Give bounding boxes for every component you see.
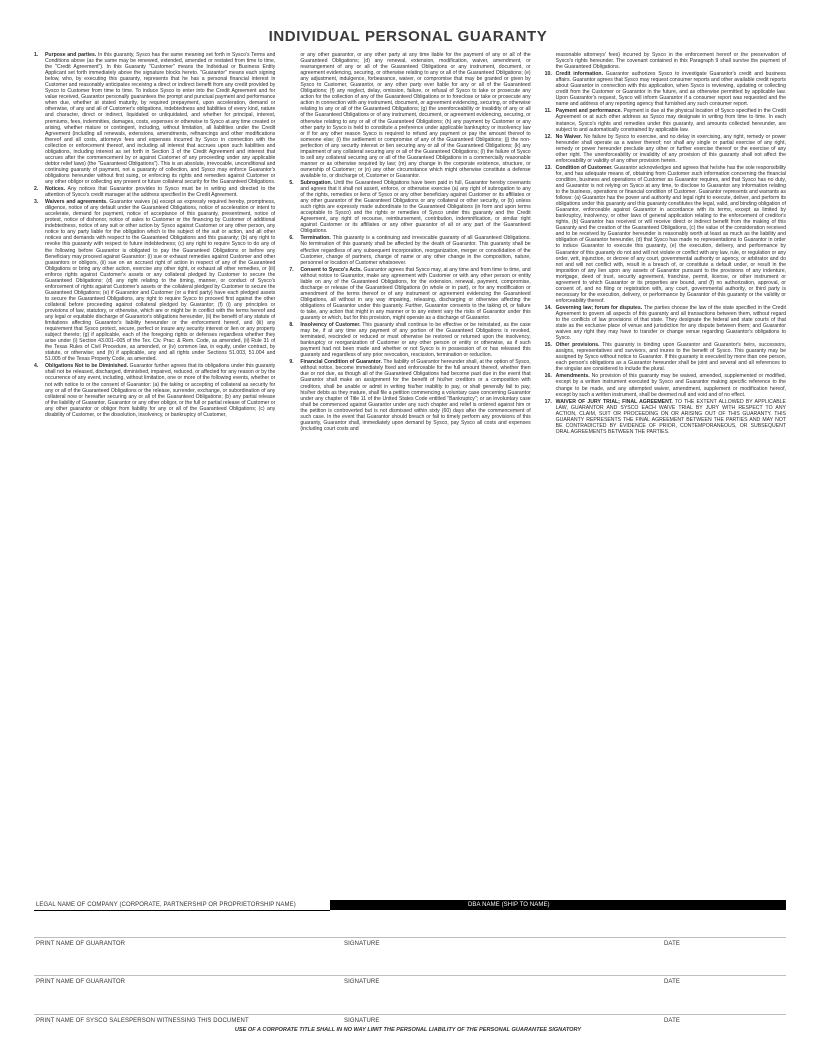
section-number: 16. <box>544 373 552 380</box>
section <box>289 359 530 432</box>
section-heading: Termination. <box>300 235 331 242</box>
section-heading: Other provisions. <box>555 342 600 349</box>
section-text: Payment is due at the physical location of Sysco specified in the Credit Agreement or at such other address as Sysco may designate in writing from time to time. In each instance, Sysco's rights and remedies under this guaranty, and amounts collected hereunder, are subject to and automatically constrained by applicable law. <box>555 108 786 133</box>
section-heading: Purpose and parties. <box>45 52 97 58</box>
section-text: Any notices that Guarantor provides to Sysco must be in writing and directed to the attention of Sysco's credit manager at the address specified in the Credit Agreement. <box>45 186 276 199</box>
section-text: In this guaranty, Sysco has the same meaning set forth in Sysco's Terms and Conditions above (as the same may be renewed, extended, amended or restated from time to time, the "Credit Agreement"). In this Guaranty "Customer" means the Individual or Business Entity Applicant set forth immediately above the signature blocks hereto. "Guarantor" means each signing below, who, by executing this guaranty, represents that he has a personal financial interest in Customer and reasonably anticipates receiving a direct or indirect benefit from any credit provided by Sysco to Customer from time to time. To induce Sysco to enter into the Credit Agreement and for value received, Guarantor personally guarantees the prompt and punctual payment and performance when due, whether at stated maturity, by required prepayment, upon acceleration, demand or otherwise, of any and all of Customer's obligations, indebtedness and liabilities of every kind, nature and character, direct or indirect, liquidated or unliquidated, and whether for principal, interest, premiums, fees, indemnities, damages, costs, expenses or otherwise to Sysco at any time created or arising, whether mature or contingent, including, without limitation, all liabilities under the Credit Agreement (including all renewals, extensions, amendments, refinancings and other modifications thereof and all costs, attorneys fees and expenses incurred by Sysco in connection with the collection or enforcement thereof, and including all interest that accrues upon such liabilities and obligations, including interest as set forth in Section 3 of the Credit Agreement and interest that accrues after the commencement by or against Customer of any proceeding under any applicable debtor relief laws) (the "Guaranteed Obligations"). This is an absolute, irrevocable, unconditional and continuing guaranty of payment, not a guaranty of collection, and Sysco may enforce Guarantor's obligations hereunder without first suing, or enforcing its rights and remedies against Customer or any other obligor or collecting any present or future collateral security for the Guaranteed Obligations. <box>45 52 276 185</box>
section-text: No failure by Sysco to exercise, and no delay in exercising, any right, remedy or power hereunder shall operate as a waiver thereof; nor shall any single or partial exercise of any right, remedy or power hereunder preclude any other or further exercise thereof or the exercise of any other right. The unenforceability or invalidity of any provision of this guaranty shall not affect the enforceability or validity of any other provision herein. <box>555 133 786 164</box>
section-body <box>556 52 786 70</box>
salesperson-signature-label: SIGNATURE <box>344 1018 380 1024</box>
section-text: The parties choose the law of the state specified in the Credit Agreement to govern all aspects of this guaranty and all transactions between them, without regard to the conflicts of law provisions of that state. They designate the federal and state courts of that state as the exclusive place of venue and jurisdiction for any dispute between them; and Guarantor waives any right they may have to transfer or change venue regarding Guarantor's obligations to Sysco. <box>555 304 786 342</box>
section-text: No provision of this guaranty may be waived, amended, supplemented or modified, except by a written instrument executed by Sysco and Guarantor making specific reference to the change to be made, and any attempted waiver, amendment, supplement or modification hereof, except by such a written instrument, shall be deemed null and void and of no effect. <box>555 373 786 398</box>
guarantor-2-signature-line[interactable] <box>34 975 786 976</box>
terms-columns <box>34 52 786 858</box>
section-text: Guarantor acknowledges and agrees that he/she has the sole responsibility for, and has adequate means of, obtaining from Customer such information concerning the financial condition, business and operations of Customer as Guarantor requires, and that Sysco has no duty, and Guarantor is not relying on Sysco at any time, to disclose to Guarantor any information relating to the business, operations or financial condition of Customer. Guarantor represents and warrants as follows: (a) Guarantor has the power and authority and legal right to execute, deliver, and perform its obligations under this guaranty and this guaranty constitutes the legal, valid, and binding obligation of Guarantor, enforceable against Guarantor in accordance with its terms, except as limited by bankruptcy, insolvency, or other laws of general application relating to the enforcement of creditor's rights, (b) Guarantor has received or will receive direct or indirect benefit from the making of this Guaranty and the creation of the Guaranteed Obligations, (c) the value of the consideration received and to be received by Guarantor hereunder is reasonably worth at least as much as the liability and obligation of Guarantor hereunder, (d) that Sysco has made no representations to Guarantor in order to induce Guarantor to execute this guaranty, (e) the execution, delivery, and performance by Guarantor of this guaranty do not and will not violate or conflict with any law, rule, or regulation or any order, writ, injunction, or decree of any court, governmental authority or agency, or arbitrator and do not and will not conflict with, result in a breach of, or constitute a default under, or result in the imposition of any lien upon any assets of Guarantor pursuant to the provisions of any indenture, mortgage, deed of trust, security agreement, franchise, permit, license, or other instrument or agreement to which Guarantor or its properties are bound, and (f) no authorization, approval, or consent of, and no filing or registration with, any court, governmental authority, or third party is necessary for the execution, delivery, or performance by Guarantor of this guaranty or the validity or enforceability thereof. <box>555 164 786 304</box>
guarantor-2-signature-label: SIGNATURE <box>344 979 380 985</box>
salesperson-date-label: DATE <box>664 1018 680 1024</box>
section-heading: Obligations Not to be Diminished. <box>45 363 129 370</box>
guarantor-1-signature-line[interactable] <box>34 937 786 938</box>
section <box>545 134 786 164</box>
section-text: Guarantor authorizes Sysco to investigate Guarantor's credit and business affairs. Guarantor agrees that Sysco may request consumer reports and other available credit reports about Guarantor in connection with this application, when Sysco is reviewing, updating or collecting credit from the Customer or Guarantor in the future, and as otherwise permitted by applicable law. Upon Guarantor's request, Sysco will inform Guarantor if a consumer report was requested and the name and address of any reporting agency that furnished any such consumer report. <box>555 71 786 108</box>
section-number: 13. <box>544 164 552 171</box>
section-number: 17. <box>544 398 552 405</box>
section-heading: No Waiver. <box>555 133 583 140</box>
section <box>545 165 786 304</box>
section-body <box>300 322 530 358</box>
section <box>545 71 786 107</box>
section <box>34 52 275 185</box>
section-body <box>300 52 530 179</box>
terms-column-3 <box>545 52 786 858</box>
section-text: Guarantor agrees that Sysco may, at any time and from time to time, and without notice to Guarantor, make any agreement with Customer or with any other person or entity liable on any of the Guaranteed Obligations, for the extension, renewal, payment, compromise, discharge or release of the Guaranteed Obligations (in whole or in part), or for any modification or amendment of the terms thereof or of any instrument or agreement evidencing the Guaranteed Obligations, all without in any way impairing, releasing, discharging or otherwise affecting the obligations of Guarantor under this guaranty. Further, Guarantor consents to the taking of, or failure to take, any action that might in any manner or to any extent vary the risks of Guarantor under this guaranty or which, but for this provision, might operate as a discharge of Guarantor. <box>300 266 531 322</box>
section-text: The liability of Guarantor hereunder shall, at the option of Sysco, without notice, become immediately fixed and enforceable for the full amount thereof, whether then due or not due, as though all of the Guaranteed Obligations had become past due in the event that Guarantor shall make an assignment for the benefit of his/her creditors or a composition with creditors, shall be unable or admit in writing his/her inability to pay, or shall generally fail to pay, his/her debts as they mature, shall file a petition commencing a voluntary case concerning Guarantor under any chapter of Title 11 of the United States Code entitled "Bankruptcy"; or an involuntary case shall be commenced against Guarantor under any such chapter and relief is ordered against him or the petition is controverted but is not dismissed within sixty (60) days after the commencement of such case. In the event that Guarantor should breach or fail to timely perform any provisions of this guaranty, Guarantor shall, immediately upon demand by Sysco, pay Sysco all costs and expenses (including court costs and <box>300 359 531 432</box>
section-number: 5. <box>289 179 294 186</box>
section-body <box>556 71 786 107</box>
section-heading: Waivers and agreements. <box>45 199 108 206</box>
section-number: 6. <box>289 235 294 242</box>
section-text: Guarantor waives (a) except as expressly required hereby, promptness, diligence, notice of any default under the Guaranteed Obligations, notice of acceleration or intent to accelerate, demand for payment, notice of acceptance of this guaranty, presentment, notice of protest, notice of dishonor, notice of sales to Customer or the financing by Customer of additional indebtedness, notice of any suit or other action by Sysco against Customer or any other person, any notice to any party liable for the obligation which is the subject of the suit or action, and all other notices and demands with respect to the Guaranteed Obligations and this guaranty; (b) any right to revoke this guaranty with respect to future indebtedness; (c) any right to require Sysco to do any of the following before Guarantor is obligated to pay the Guaranteed Obligations or before any Beneficiary may proceed against Guarantor: (i) sue or exhaust remedies against Customer and other guarantors or obligors, (ii) sue on an accrued right of action in respect of any of the Guaranteed Obligations or bring any other action, exercise any other right, or exhaust all other remedies, or (iii) enforce rights against Customer's assets or any collateral pledged by Customer to secure the Guaranteed Obligations; (d) any right relating to the timing, manner, or conduct of Sysco's enforcement of rights against Customer's assets or the collateral pledged by Customer to secure the Guaranteed Obligations; (e) if Guarantor and Customer (or a third party) have each pledged assets to secure the Guaranteed Obligations, any right to require Sysco to proceed first against the other collateral before proceeding against collateral pledged by Guarantor; (f) (i) any principles or provisions of law, statutory, or otherwise, which are or might be in conflict with the terms hereof and any legal or equitable discharge of Guarantor's obligations hereunder, (ii) the benefit of any statute of limitations affecting Guarantor's liability hereunder or the enforcement hereof, and (iii) any requirement that Sysco protect, secure, perfect or insure any security interest or lien or any property subject thereto; (g) if applicable, each of the foregoing rights or defenses regardless whether they arise under (i) Section 43.001–005 of the Tex. Civ. Prac. & Rem. Code, as amended, (ii) Rule 31 of the Texas Rules of Civil Procedure, as amended, or (iv) common law, in equity, under contract, by statute, or otherwise; and (h) if applicable, any and all rights under Sections 51.003, 51.004 and 51.005 of the Texas Property Code, as amended. <box>45 199 276 363</box>
section-body <box>45 363 275 417</box>
section <box>34 186 275 198</box>
document-title: INDIVIDUAL PERSONAL GUARANTY <box>268 28 548 45</box>
section <box>289 180 530 234</box>
section-body <box>556 399 786 435</box>
section-number: 1. <box>34 52 39 58</box>
section-number: 4. <box>34 363 39 370</box>
section <box>34 363 275 417</box>
section-body <box>556 342 786 372</box>
section-body <box>45 186 275 198</box>
section <box>545 108 786 132</box>
section <box>289 322 530 358</box>
salesperson-name-label: PRINT NAME OF SYSCO SALESPERSON WITNESSING THIS DOCUMENT <box>36 1018 249 1024</box>
section-heading: Payment and performance. <box>555 108 622 115</box>
section-heading: Subrogation. <box>300 179 333 186</box>
section-heading: Notices. <box>45 186 65 193</box>
section-body <box>556 305 786 341</box>
section-body <box>556 134 786 164</box>
guarantor-2-name-label: PRINT NAME OF GUARANTOR <box>36 979 126 985</box>
section-heading: Credit information. <box>555 71 603 78</box>
section <box>556 52 786 70</box>
section-text: TO THE EXTENT ALLOWED BY APPLICABLE LAW, GUARANTOR AND SYSCO EACH WAIVE TRIAL BY JURY WITH RESPECT TO ANY ACTION, CLAIM, SUIT OR PROCEEDING ON OR ARISING OUT OF THIS GUARANTY. THIS GUARANTY REPRESENTS THE FINAL AGREEMENT BETWEEN THE PARTIES AND MAY NOT BE CONTRADICTED BY EVIDENCE OF PRIOR, CONTEMPORANEOUS, OR SUBSEQUENT ORAL AGREEMENTS BETWEEN THE PARTIES. <box>555 398 786 435</box>
corporate-title-footnote: USE OF A CORPORATE TITLE SHALL IN NO WAY LIMIT THE PERSONAL LIABILITY OF THE PERSONAL GUARANTEE SIGNATORY <box>234 1027 582 1033</box>
section-number: 11. <box>544 108 552 115</box>
section-body <box>556 108 786 132</box>
section-text: This guaranty is binding upon Guarantor and Guarantor's heirs, successors, assigns, representatives and survivors, and inures to the benefit of Sysco. This guaranty may be assigned by Sysco without notice to Guarantor. If this guaranty is executed by more than one person, each person's obligations as a Guarantor hereunder shall be joint and several and all references to the singular are considered to include the plural. <box>555 342 786 373</box>
section-number: 8. <box>289 322 294 329</box>
section-body <box>300 359 530 432</box>
section <box>545 305 786 341</box>
section-text: This guaranty shall continue to be effective or be reinstated, as the case may be, if at any time any payment of any portion of the Guaranteed Obligations is revoked, terminated, rescinded or reduced or must otherwise be restored or returned upon the insolvency, bankruptcy or reorganization of Customer or any other person or entity or otherwise, as if such payment had not been made and whether or not Sysco is in possession of or has released this guaranty and regardless of any prior revocation, rescission, termination or reduction. <box>300 322 531 359</box>
section-number: 10. <box>544 71 552 78</box>
section-heading: Amendments. <box>555 373 590 380</box>
section-heading: Financial Condition of Guarantor. <box>300 359 382 366</box>
section-heading: Insolvency of Customer. <box>300 322 361 329</box>
section-body <box>300 180 530 234</box>
section-text: This guaranty is a continuing and irrevocable guaranty of all Guaranteed Obligations. No termination of this guaranty shall be affected by the death of Guarantor. This guaranty shall be effective regardless of any subsequent incorporation, reorganization, merger or consolidation of the Customer, change of partners, change of name or any other change in the composition, nature, personnel or location of Customer whatsoever. <box>300 235 531 266</box>
section-text: or any other guarantor, or any other party at any time liable for the payment of any or all of the Guaranteed Obligations; (d) any renewal, extension, modification, waiver, amendment, or rearrangement of any or all of the Guaranteed Obligations or any instrument, document, or agreement evidencing, securing, or otherwise relating to any or all of the Guaranteed Obligations; (e) any adjustment, indulgence, forbearance, waiver, or compromise that may be granted or given by Sysco to Customer, Guarantor, or any other party ever liable for any or all of the Guaranteed Obligations; (f) any neglect, delay, omission, failure, or refusal of Sysco to take or prosecute any action for the collection of any of the Guaranteed Obligations or to foreclose or take or prosecute any action in connection with any instrument, document, or agreement evidencing, securing, or otherwise relating to any or all of the Guaranteed Obligations; (g) the unenforceability or invalidity of any or all of the Guaranteed Obligations or of any instrument, document, or agreement evidencing, securing, or otherwise relating to any or all of the Guaranteed Obligations; (h) any payment by Customer or any other party to Sysco is held to constitute a preference under applicable bankruptcy or insolvency law or if for any other reason Sysco is required to refund any payment or pay the amount thereof to someone else; (i) the settlement or compromise of any of the Guaranteed Obligations; (j) the non-perfection of any security interest or lien securing any or all of the Guaranteed Obligations; (k) any impairment of any collateral securing any or all of the Guaranteed Obligations; (l) the failure of Sysco to sell any collateral securing any or all of the Guaranteed Obligations in a commercially reasonable manner or as otherwise required by law; (m) any change in the corporate existence, structure, or ownership of Customer; or (n) any other circumstance which might otherwise constitute a defense available to, or discharge of, Customer or Guarantor. <box>300 52 531 179</box>
section-body <box>45 52 275 185</box>
section <box>545 342 786 372</box>
dba-name-label: DBA NAME (SHIP TO NAME) <box>468 902 550 908</box>
terms-column-2 <box>289 52 530 858</box>
section-number: 15. <box>544 342 552 349</box>
section-text: Until the Guaranteed Obligations have been paid in full, Guarantor hereby covenants and agrees that it shall not assert, enforce, or otherwise exercise (a) any right of subrogation to any of the rights, remedies or liens of Sysco or any other beneficiary against Customer or its affiliates or any other guarantor of the Guaranteed Obligations or any collateral or other security, or (b) unless such rights are expressly made subordinate to the Guaranteed Obligations (in form and upon terms acceptable to Sysco) and the rights or remedies of Sysco under this guaranty and the Credit Agreement, any right of recourse, reimbursement, contribution, indemnification, or similar right against Customer or its affiliates or any other guarantor of all or any part of the Guaranteed Obligations. <box>300 179 531 235</box>
guarantor-2-date-label: DATE <box>664 979 680 985</box>
section-body <box>300 267 530 321</box>
section <box>545 373 786 397</box>
section <box>545 399 786 435</box>
section <box>300 52 530 179</box>
section-number: 3. <box>34 199 39 206</box>
section-body <box>45 199 275 362</box>
section-body <box>300 235 530 265</box>
section-body <box>556 373 786 397</box>
section-number: 9. <box>289 359 294 366</box>
section <box>289 235 530 265</box>
section-number: 14. <box>544 304 552 311</box>
section-heading: WAIVER OF JURY TRIAL; FINAL AGREEMENT. <box>555 398 673 405</box>
section-number: 7. <box>289 266 294 273</box>
section-text: reasonable attorneys' fees) incurred by Sysco in the enforcement hereof or the preservation of Sysco's rights hereunder. The covenant contained in this Paragraph 9 shall survive the payment of the Guaranteed Obligations. <box>555 52 786 71</box>
section-heading: Condition of Customer. <box>555 164 613 171</box>
salesperson-signature-line[interactable] <box>34 1014 786 1015</box>
section <box>289 267 530 321</box>
terms-column-1 <box>34 52 275 858</box>
section-number: 12. <box>544 133 552 140</box>
guarantor-1-signature-label: SIGNATURE <box>344 941 380 947</box>
section <box>34 199 275 362</box>
guarantor-1-name-label: PRINT NAME OF GUARANTOR <box>36 941 126 947</box>
section-number: 2. <box>34 186 39 193</box>
legal-name-label: LEGAL NAME OF COMPANY (CORPORATE, PARTNERSHIP OR PROPRIETORSHIP NAME) <box>36 902 296 908</box>
guarantor-1-date-label: DATE <box>664 941 680 947</box>
section-text: Guarantor further agrees that its obligations under this guaranty shall not be released, discharged, diminished, impaired, reduced, or affected for any reason or by the occurrence of any event, including, without limitation, one or more of the following events, whether or not with notice to or the consent of Guarantor: (a) the taking or accepting of collateral as security for any or all of the Guaranteed Obligations or the release, surrender, exchange, or subordination of any collateral now or hereafter securing any or all of the Guaranteed Obligations; (b) any partial release of the liability of Guarantor, Guarantor or any other obligor, or the full or partial release of Customer or any other guarantor or obligor from liability for any or all of the Guaranteed Obligations; (c) any disability of Customer, or the dissolution, insolvency, or bankruptcy of Customer, <box>45 363 276 418</box>
section-heading: Consent to Sysco's Acts. <box>300 266 362 273</box>
section-body <box>556 165 786 304</box>
section-heading: Governing law; forum for disputes. <box>555 304 643 311</box>
